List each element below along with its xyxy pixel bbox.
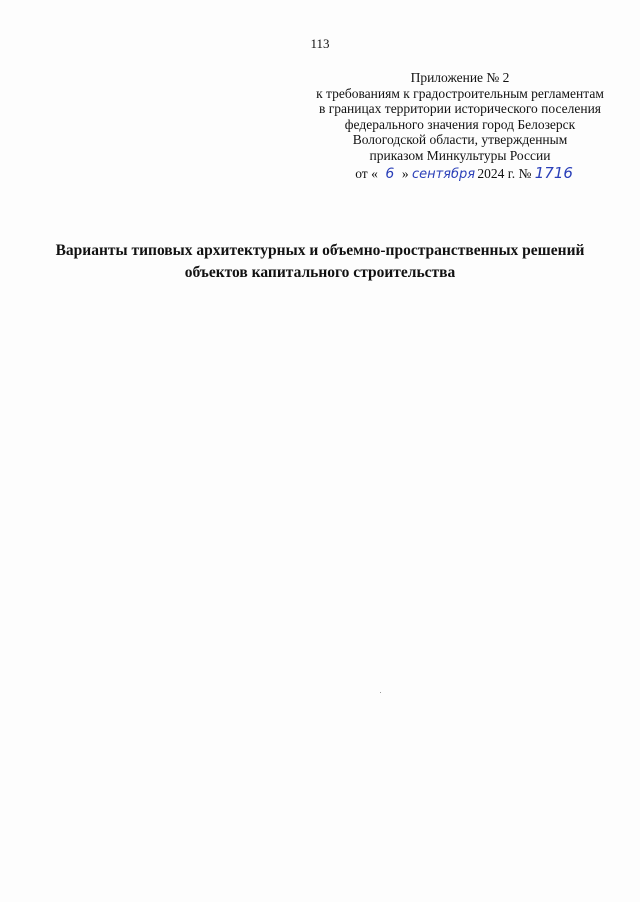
date-quote-close: » <box>401 165 409 181</box>
document-title <box>40 240 600 284</box>
order-date-line <box>300 163 620 183</box>
appendix-line-2: к требованиям к градостроительным регламентам <box>316 85 604 101</box>
page-number: 113 <box>310 36 330 51</box>
handwritten-month: сентября <box>411 166 476 182</box>
appendix-header <box>300 70 620 182</box>
appendix-line-1: Приложение № 2 <box>410 70 510 85</box>
scan-speck <box>380 692 381 693</box>
title-line-2: объектов капитального строительства <box>184 264 456 281</box>
date-year: 2024 г. <box>477 165 516 181</box>
date-prefix: от « <box>355 165 378 181</box>
appendix-line-6: приказом Минкультуры России <box>369 147 551 163</box>
appendix-line-4: федерального значения город Белозерск <box>344 116 576 132</box>
number-sign: № <box>518 165 532 181</box>
title-line-1: Варианты типовых архитектурных и объемно-пространственных решений <box>55 242 585 259</box>
handwritten-day: 6 <box>385 165 395 182</box>
appendix-line-5: Вологодской области, утвержденным <box>352 132 568 148</box>
appendix-line-3: в границах территории исторического поселения <box>318 101 602 117</box>
handwritten-order-number: 1716 <box>534 163 573 182</box>
